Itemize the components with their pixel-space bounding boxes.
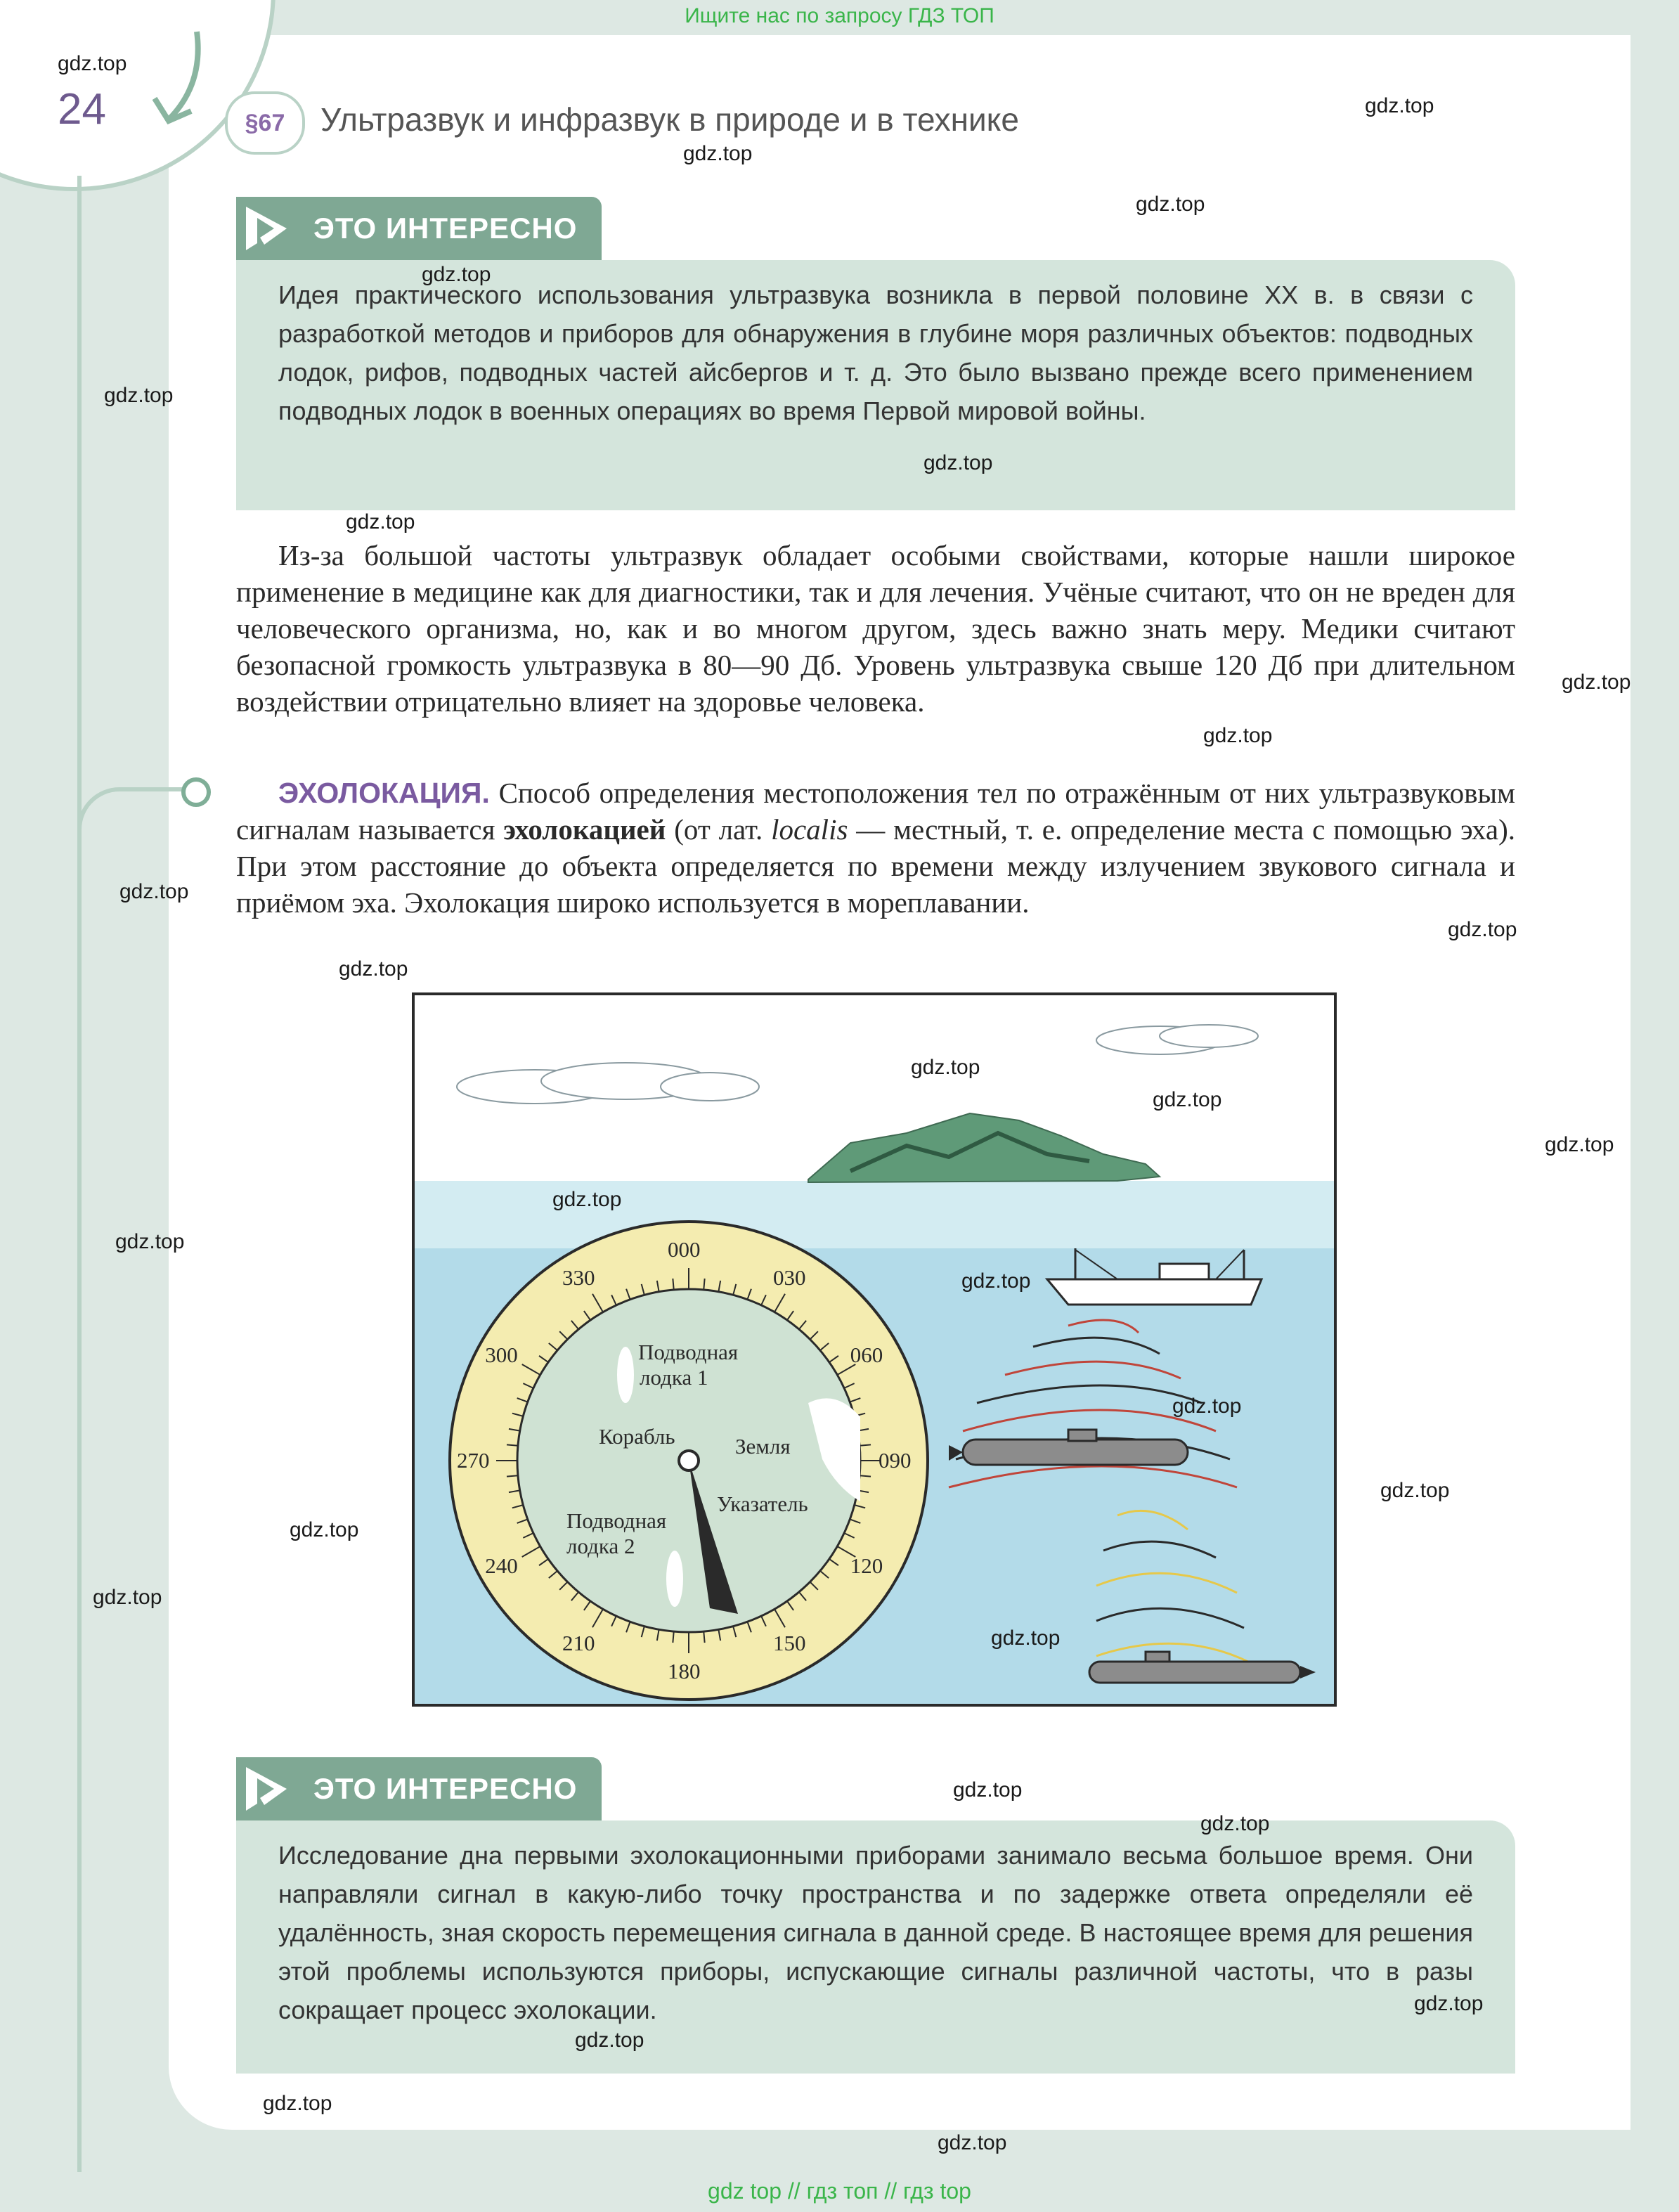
paragraph-2 — [236, 775, 1515, 921]
interest-tag-2 — [236, 1757, 602, 1820]
paragraph-1-text: Из-за большой частоты ультразвук обладает особыми свойствами, которые нашли широкое применение в медицине как для диагностики, так и для лечения. Учёные считают, что он не вреден для человеческого организма, но, как и во многом другом, здесь важно знать меру. Медики считают безопасной громкость ультразвука в 80—90 Дб. Уровень ультразвука свыше 120 Дб при длительном воздействии отрицательно влияет на здоровье человека. — [236, 539, 1515, 718]
watermark: gdz.top — [552, 1188, 622, 1211]
dial-number: 060 — [850, 1343, 883, 1367]
echolocation-heading: ЭХОЛОКАЦИЯ. — [278, 777, 490, 809]
dial-number: 030 — [773, 1265, 806, 1291]
dial-number: 270 — [457, 1448, 490, 1473]
submarine-1-blip — [617, 1347, 634, 1403]
watermark: gdz.top — [263, 2092, 332, 2115]
watermark: gdz.top — [1203, 724, 1273, 747]
label-submarine-2-b: лодка 2 — [566, 1534, 635, 1558]
arrow-icon — [148, 28, 211, 134]
watermark: gdz.top — [1414, 1992, 1484, 2015]
latin-word: localis — [771, 813, 848, 846]
interest-tag-label: ЭТО ИНТЕРЕСНО — [313, 212, 578, 245]
watermark: gdz.top — [346, 510, 415, 533]
dial-tick — [860, 1444, 871, 1445]
watermark: gdz.top — [911, 1056, 980, 1079]
dial-number: 210 — [562, 1630, 595, 1655]
label-submarine-1-b: лодка 1 — [640, 1365, 708, 1390]
dial-number: 180 — [668, 1659, 701, 1683]
bottom-banner[interactable]: gdz top // гдз топ // гдз top — [708, 2178, 971, 2204]
label-submarine-1-a: Подводная — [638, 1340, 739, 1364]
interest-box-1 — [236, 260, 1515, 510]
watermark: gdz.top — [1365, 94, 1434, 117]
dial-number: 150 — [773, 1630, 806, 1655]
watermark: gdz.top — [104, 384, 174, 407]
top-banner[interactable]: Ищите нас по запросу ГДЗ ТОП — [685, 4, 994, 27]
watermark: gdz.top — [1545, 1133, 1614, 1156]
paragraph-2-text — [236, 775, 1515, 921]
dial-tick — [507, 1475, 518, 1476]
watermark: gdz.top — [1136, 193, 1205, 216]
watermark: gdz.top — [93, 1586, 162, 1609]
interest-tag-1 — [236, 197, 602, 260]
sidebar-dot — [181, 777, 211, 807]
watermark: gdz.top — [1380, 1479, 1450, 1502]
echolocation-term: эхолокацией — [503, 813, 666, 846]
watermark: gdz.top — [953, 1778, 1023, 1802]
label-ship: Корабль — [599, 1424, 675, 1449]
dial-tick — [860, 1475, 871, 1476]
sidebar-line — [77, 176, 82, 2172]
interest-text-2: Исследование дна первыми эхолокационными приборами занимало весьма большое время. Они направляли сигнал в какую-либо точку пространства и по задержке ответа определяли её удалённость, зная скорость перемещения сигнала в данной среде. В настоящее время для решения этой проблемы используются приборы, испускающие сигналы различной частоты, что в разы сокращает процесс эхолокации. — [278, 1841, 1473, 2024]
dial-number: 090 — [879, 1448, 912, 1473]
sidebar-hook — [77, 787, 194, 848]
watermark: gdz.top — [961, 1269, 1031, 1293]
paragraph-2-part-a: Способ определения местоположения тел по отражённым от них ультразвуковым сигналам называется — [236, 777, 1515, 846]
watermark: gdz.top — [938, 2131, 1007, 2154]
watermark: gdz.top — [58, 52, 127, 75]
watermark: gdz.top — [119, 880, 189, 903]
dial-number: 120 — [850, 1553, 883, 1578]
watermark: gdz.top — [923, 451, 993, 474]
section-title: Ультразвук и инфразвук в природе и в технике — [320, 101, 1019, 138]
watermark: gdz.top — [683, 142, 753, 165]
watermark: gdz.top — [575, 2029, 644, 2052]
play-logo-icon — [243, 205, 288, 252]
watermark: gdz.top — [339, 957, 408, 981]
section-badge: §67 — [225, 91, 305, 155]
dial-number: 240 — [485, 1553, 518, 1578]
watermark: gdz.top — [1172, 1395, 1242, 1418]
sonar-dial — [450, 1222, 928, 1700]
interest-box-2 — [236, 1820, 1515, 2074]
dial-number: 000 — [668, 1237, 701, 1262]
label-submarine-2-a: Подводная — [566, 1508, 667, 1533]
watermark: gdz.top — [422, 263, 491, 286]
label-land: Земля — [735, 1434, 791, 1459]
paragraph-1 — [236, 537, 1515, 720]
paragraph-2-part-c: — местный, т. е. определение места с помощью эха). При этом расстояние до объекта определяется по времени между излучением звукового сигнала и приёмом эха. Эхолокация широко используется в мореплавании. — [236, 813, 1515, 919]
watermark: gdz.top — [1562, 671, 1631, 694]
watermark: gdz.top — [1448, 918, 1517, 941]
interest-tag-label: ЭТО ИНТЕРЕСНО — [313, 1772, 578, 1805]
watermark: gdz.top — [1200, 1812, 1270, 1835]
dial-number: 300 — [485, 1343, 518, 1367]
dial-tick — [507, 1444, 518, 1445]
watermark: gdz.top — [1153, 1088, 1222, 1111]
watermark: gdz.top — [991, 1626, 1061, 1650]
label-pointer: Указатель — [717, 1492, 808, 1516]
watermark: gdz.top — [115, 1230, 185, 1253]
interest-text-1: Идея практического использования ультразвука возникла в первой половине XX в. в связи с разработкой методов и приборов для обнаружения в глубине моря различных объектов: подводных лодок, рифов, подводных частей айсбергов и т. д. Это было вызвано прежде всего применением подводных лодок в военных операциях во время Первой мировой войны. — [278, 280, 1473, 425]
watermark: gdz.top — [290, 1518, 359, 1541]
play-logo-icon — [243, 1766, 288, 1812]
paragraph-2-part-b: (от лат. — [666, 813, 772, 846]
dial-number: 330 — [562, 1265, 595, 1291]
page-number: 24 — [58, 85, 106, 134]
submarine-2-blip — [666, 1551, 683, 1607]
